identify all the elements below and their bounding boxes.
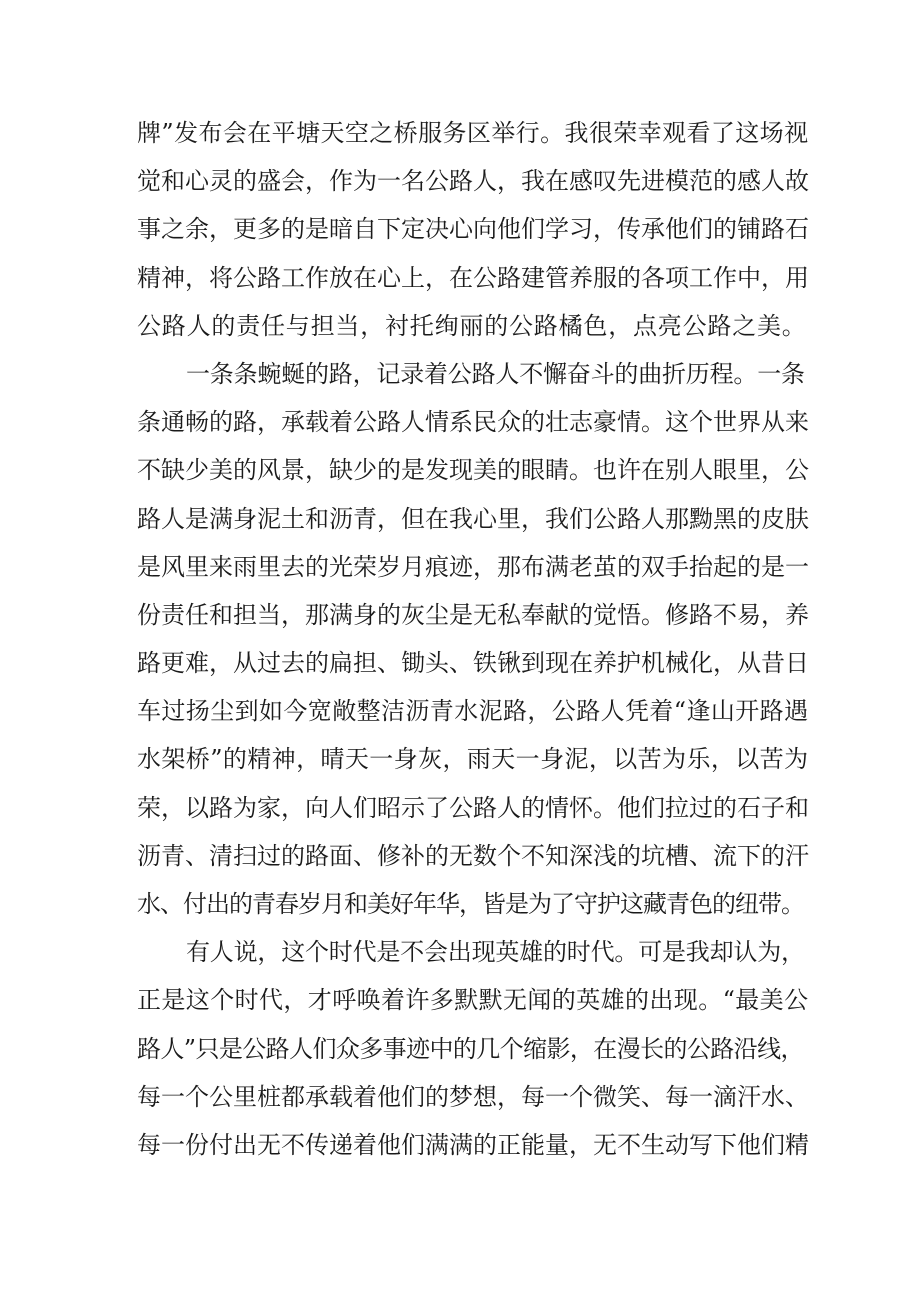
text-line: 觉和心灵的盛会，作为一名公路人，我在感叹先进模范的感人故	[137, 167, 809, 196]
text-line: 水、付出的青春岁月和美好年华，皆是为了守护这藏青色的纽带。	[137, 890, 804, 918]
text-line: 牌”发布会在平塘天空之桥服务区举行。我很荣幸观看了这场视	[137, 119, 809, 147]
text-line: 正是这个时代，才呼唤着许多默默无闻的英雄的出现。“最美公	[137, 986, 809, 1015]
text-line: 车过扬尘到如今宽敞整洁沥青水泥路，公路人凭着“逢山开路遇	[137, 697, 809, 726]
text-line: 路人是满身泥土和沥青，但在我心里，我们公路人那黝黑的皮肤	[137, 504, 809, 533]
text-line: 条通畅的路，承载着公路人情系民众的壮志豪情。这个世界从来	[137, 408, 809, 437]
text-line: 份责任和担当，那满身的灰尘是无私奉献的觉悟。修路不易，养	[137, 600, 809, 629]
text-line: 是风里来雨里去的光荣岁月痕迹，那布满老茧的双手抬起的是一	[137, 552, 809, 581]
text-line: 每一个公里桩都承载着他们的梦想，每一个微笑、每一滴汗水、	[137, 1082, 809, 1111]
text-line: 一条条蜿蜒的路，记录着公路人不懈奋斗的曲折历程。一条	[186, 359, 805, 388]
text-line: 公路人的责任与担当，衬托绚丽的公路橘色，点亮公路之美。	[137, 311, 807, 340]
text-line: 荣，以路为家，向人们昭示了公路人的情怀。他们拉过的石子和	[137, 793, 809, 822]
text-line: 每一份付出无不传递着他们满满的正能量，无不生动写下他们精	[137, 1130, 809, 1159]
text-line: 水架桥”的精神，晴天一身灰，雨天一身泥，以苦为乐，以苦为	[137, 745, 809, 774]
text-line: 沥青、清扫过的路面、修补的无数个不知深浅的坑槽、流下的汗	[137, 841, 809, 870]
text-line: 路人”只是公路人们众多事迹中的几个缩影，在漫长的公路沿线，	[137, 1034, 804, 1063]
text-line: 路更难，从过去的扁担、锄头、铁锹到现在养护机械化，从昔日	[137, 649, 809, 678]
text-line: 有人说，这个时代是不会出现英雄的时代。可是我却认为，	[186, 938, 805, 967]
text-line: 不缺少美的风景，缺少的是发现美的眼睛。也许在别人眼里，公	[137, 456, 809, 485]
text-line: 精神，将公路工作放在心上，在公路建管养服的各项工作中，用	[137, 263, 809, 292]
document-body-text	[137, 109, 807, 1169]
text-line: 事之余，更多的是暗自下定决心向他们学习，传承他们的铺路石	[137, 215, 809, 244]
